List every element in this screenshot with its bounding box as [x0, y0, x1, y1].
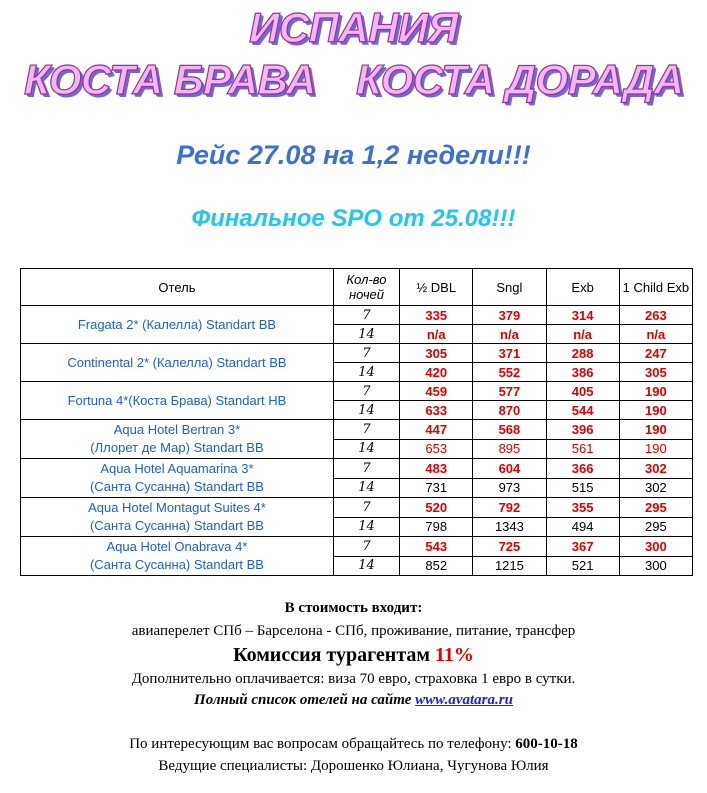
price-child-cell: 295: [619, 517, 692, 537]
price-sngl-cell: 870: [473, 401, 546, 420]
price-child-cell: 302: [619, 478, 692, 498]
nights-cell: 7: [333, 459, 399, 479]
price-dbl-cell: 447: [400, 420, 473, 440]
full-list-label: Полный список отелей на сайте: [194, 692, 412, 708]
price-dbl-cell: 483: [400, 459, 473, 479]
specialists: Ведущие специалисты: Дорошенко Юлиана, Чугунова Юлия: [158, 758, 549, 774]
title-costa-dorada: КОСТА ДОРАДА: [356, 56, 684, 103]
hotel-name: Aqua Hotel Montagut Suites 4*: [88, 500, 266, 515]
nights-cell: 7: [333, 420, 399, 440]
price-sngl-cell: 1343: [473, 517, 546, 537]
price-sngl-cell: 604: [473, 459, 546, 479]
price-dbl-cell: 543: [400, 537, 473, 557]
price-exb-cell: 355: [546, 498, 619, 518]
price-sngl-cell: 371: [473, 344, 546, 363]
price-sngl-cell: 973: [473, 478, 546, 498]
nights-cell: 14: [333, 556, 399, 576]
price-dbl-cell: 420: [400, 363, 473, 382]
price-exb-cell: 386: [546, 363, 619, 382]
hotel-name-cell: [21, 306, 334, 344]
price-sngl-cell: 568: [473, 420, 546, 440]
price-exb-cell: 494: [546, 517, 619, 537]
price-dbl-cell: 459: [400, 382, 473, 401]
contact-line: [0, 736, 707, 753]
flight-heading: Рейс 27.08 на 1,2 недели!!!: [176, 140, 531, 170]
nights-cell: 7: [333, 306, 399, 325]
table-header-row: [21, 269, 693, 306]
header-sngl: Sngl: [473, 269, 546, 306]
hotel-name-cell: [21, 537, 334, 576]
table-row: [21, 537, 693, 557]
nights-cell: 7: [333, 537, 399, 557]
price-child-cell: n/a: [619, 325, 692, 344]
price-dbl-cell: 653: [400, 439, 473, 459]
table-row: [21, 459, 693, 479]
price-sngl-cell: 577: [473, 382, 546, 401]
header-nights: Кол-во ночей: [333, 269, 399, 306]
spo-heading: Финальное SPO от 25.08!!!: [191, 205, 516, 232]
price-child-cell: 190: [619, 382, 692, 401]
price-child-cell: 190: [619, 420, 692, 440]
nights-cell: 14: [333, 517, 399, 537]
hotel-name-cell: [21, 344, 334, 382]
nights-cell: 14: [333, 478, 399, 498]
price-sngl-cell: n/a: [473, 325, 546, 344]
price-child-cell: 302: [619, 459, 692, 479]
price-exb-cell: 561: [546, 439, 619, 459]
nights-cell: 7: [333, 344, 399, 363]
price-exb-cell: n/a: [546, 325, 619, 344]
hotel-location: (Ллорет де Мар) Standart BB: [90, 440, 264, 455]
nights-cell: 7: [333, 498, 399, 518]
table-row: [21, 420, 693, 440]
price-dbl-cell: 852: [400, 556, 473, 576]
title-country: ИСПАНИЯ: [249, 4, 458, 51]
table-row: [21, 498, 693, 518]
title-costa-brava: КОСТА БРАВА: [24, 56, 316, 103]
price-sngl-cell: 725: [473, 537, 546, 557]
price-child-cell: 295: [619, 498, 692, 518]
table-row: [21, 344, 693, 363]
extra-payments: Дополнительно оплачивается: виза 70 евро, страховка 1 евро в сутки.: [131, 671, 576, 687]
hotel-name: Continental 2* (Калелла) Standart BB: [67, 354, 287, 370]
price-dbl-cell: 633: [400, 401, 473, 420]
price-exb-cell: 515: [546, 478, 619, 498]
table-row: [21, 306, 693, 325]
price-child-cell: 300: [619, 537, 692, 557]
contact-label: По интересующим вас вопросам обращайтесь по телефону:: [129, 736, 512, 752]
nights-cell: 14: [333, 401, 399, 420]
price-dbl-cell: 305: [400, 344, 473, 363]
included-title: В стоимость входит:: [284, 600, 423, 616]
price-exb-cell: 396: [546, 420, 619, 440]
header-hotel: Отель: [21, 269, 334, 306]
price-child-cell: 305: [619, 363, 692, 382]
price-child-cell: 263: [619, 306, 692, 325]
price-sngl-cell: 792: [473, 498, 546, 518]
price-exb-cell: 314: [546, 306, 619, 325]
table-row: [21, 382, 693, 401]
price-dbl-cell: n/a: [400, 325, 473, 344]
hotel-name: Fragata 2* (Калелла) Standart BB: [77, 316, 277, 332]
price-child-cell: 300: [619, 556, 692, 576]
header-exb: Exb: [546, 269, 619, 306]
price-exb-cell: 367: [546, 537, 619, 557]
price-exb-cell: 544: [546, 401, 619, 420]
price-dbl-cell: 520: [400, 498, 473, 518]
price-child-cell: 247: [619, 344, 692, 363]
hotel-name-cell: [21, 420, 334, 459]
nights-cell: 14: [333, 363, 399, 382]
price-dbl-cell: 798: [400, 517, 473, 537]
price-sngl-cell: 552: [473, 363, 546, 382]
hotel-name: Aqua Hotel Aquamarina 3*: [100, 461, 254, 476]
hotel-location: (Санта Сусанна) Standart BB: [89, 479, 264, 494]
price-child-cell: 190: [619, 439, 692, 459]
contact-phone: 600-10-18: [515, 736, 578, 752]
hotel-location: (Санта Сусанна) Standart BB: [89, 557, 264, 572]
hotel-name-cell: [21, 382, 334, 420]
hotel-name: Fortuna 4*(Коста Брава) Standart HB: [67, 392, 287, 408]
nights-cell: 14: [333, 325, 399, 344]
price-exb-cell: 366: [546, 459, 619, 479]
price-sngl-cell: 895: [473, 439, 546, 459]
site-link[interactable]: www.avatara.ru: [415, 692, 513, 708]
price-exb-cell: 521: [546, 556, 619, 576]
price-sngl-cell: 1215: [473, 556, 546, 576]
price-dbl-cell: 335: [400, 306, 473, 325]
price-sngl-cell: 379: [473, 306, 546, 325]
price-exb-cell: 288: [546, 344, 619, 363]
price-table: [20, 268, 693, 576]
included-text: авиаперелет СПб – Барселона - СПб, проживание, питание, трансфер: [131, 623, 576, 639]
hotel-name: Aqua Hotel Bertran 3*: [113, 422, 241, 437]
header-dbl: ½ DBL: [400, 269, 473, 306]
full-list: [0, 692, 707, 709]
commission-label: Комиссия турагентам: [233, 644, 431, 666]
hotel-name-cell: [21, 459, 334, 498]
price-dbl-cell: 731: [400, 478, 473, 498]
hotel-name-cell: [21, 498, 334, 537]
commission: [0, 644, 707, 667]
hotel-name: Aqua Hotel Onabrava 4*: [106, 539, 248, 554]
price-exb-cell: 405: [546, 382, 619, 401]
hotel-location: (Санта Сусанна) Standart BB: [89, 518, 264, 533]
commission-value: 11%: [435, 644, 474, 666]
nights-cell: 7: [333, 382, 399, 401]
nights-cell: 14: [333, 439, 399, 459]
price-child-cell: 190: [619, 401, 692, 420]
header-child-exb: 1 Child Exb: [619, 269, 692, 306]
